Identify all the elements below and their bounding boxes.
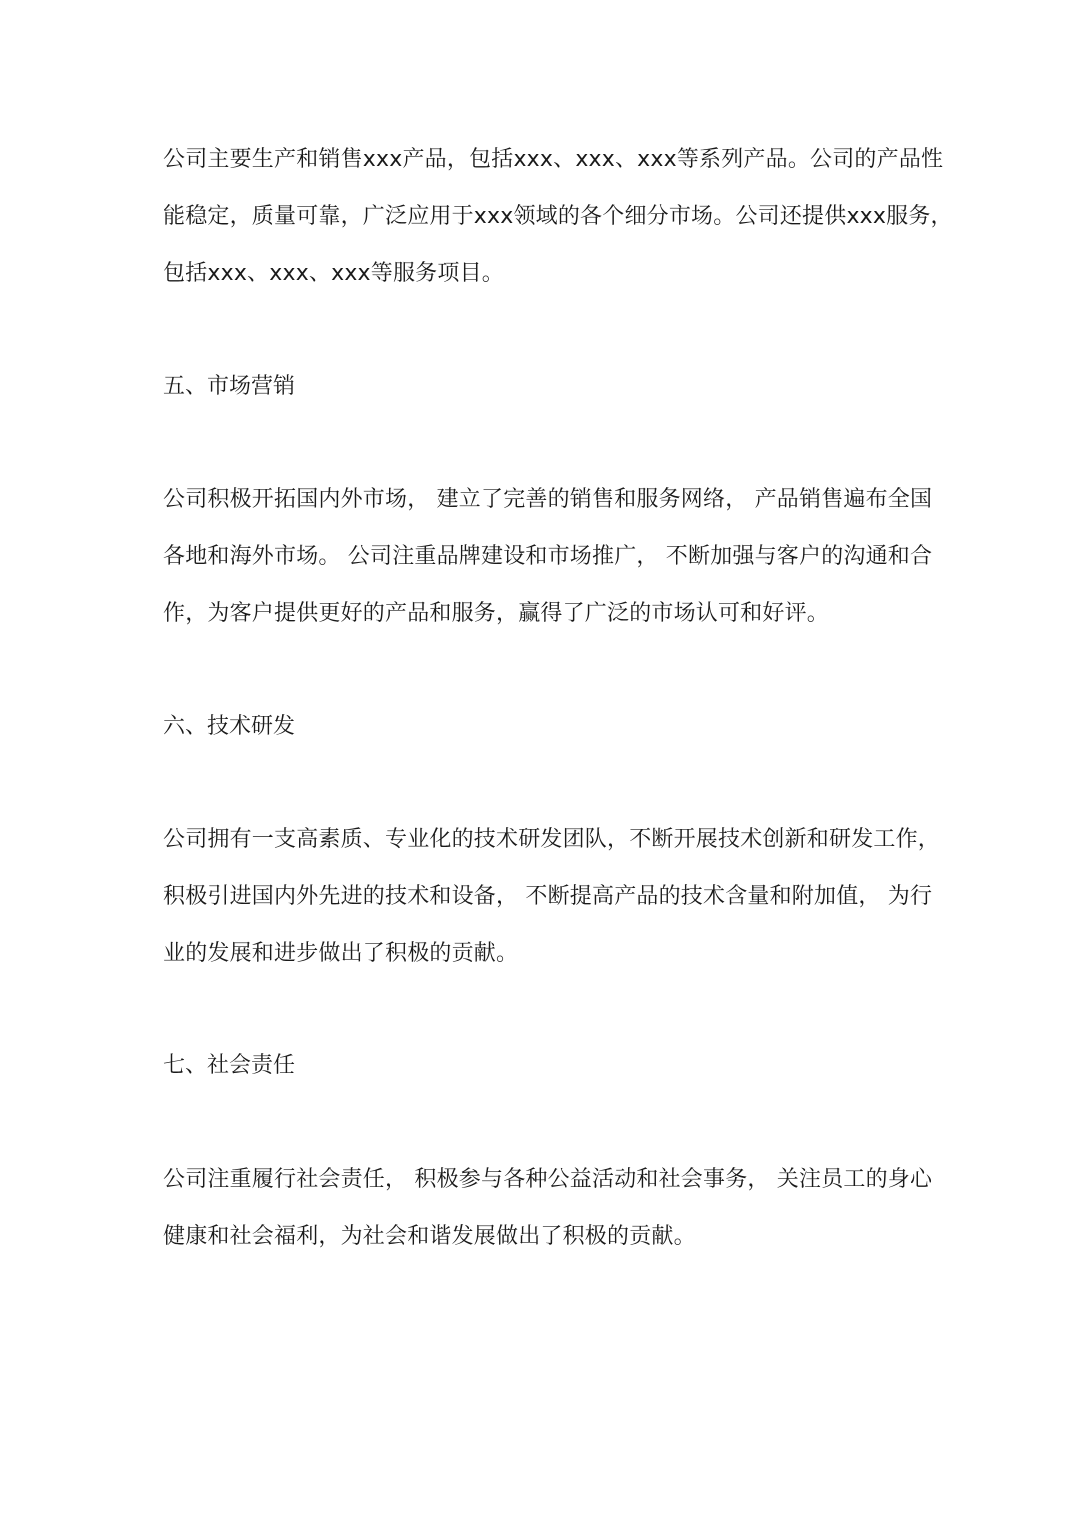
paragraph-line: 公司积极开拓国内外市场， 建立了完善的销售和服务网络， 产品销售遍布全国 [163,487,933,512]
paragraph-line: 公司拥有一支高素质、专业化的技术研发团队，不断开展技术创新和研发工作， [163,827,941,852]
paragraph-line: 业的发展和进步做出了积极的贡献。 [163,941,519,966]
paragraph-line: 能稳定，质量可靠，广泛应用于xxx领域的各个细分市场。公司还提供xxx服务， [163,204,953,229]
section-heading-marketing: 五、市场营销 [163,374,296,399]
paragraph-line: 健康和社会福利，为社会和谐发展做出了积极的贡献。 [163,1224,696,1249]
paragraph-line: 作，为客户提供更好的产品和服务，赢得了广泛的市场认可和好评。 [163,601,830,626]
paragraph-products [163,131,953,302]
paragraph-line: 包括xxx、xxx、xxx等服务项目。 [163,261,504,286]
paragraph-line: 各地和海外市场。 公司注重品牌建设和市场推广， 不断加强与客户的沟通和合 [163,544,933,569]
paragraph-line: 公司注重履行社会责任， 积极参与各种公益活动和社会事务， 关注员工的身心 [163,1167,933,1192]
paragraph-social-responsibility [163,1151,932,1265]
section-heading-social-responsibility: 七、社会责任 [163,1053,296,1078]
paragraph-rnd [163,811,940,982]
paragraph-marketing [163,471,932,642]
paragraph-line: 积极引进国内外先进的技术和设备， 不断提高产品的技术含量和附加值， 为行 [163,884,933,909]
paragraph-line: 公司主要生产和销售xxx产品，包括xxx、xxx、xxx等系列产品。公司的产品性 [163,147,944,172]
section-heading-rnd: 六、技术研发 [163,714,296,739]
